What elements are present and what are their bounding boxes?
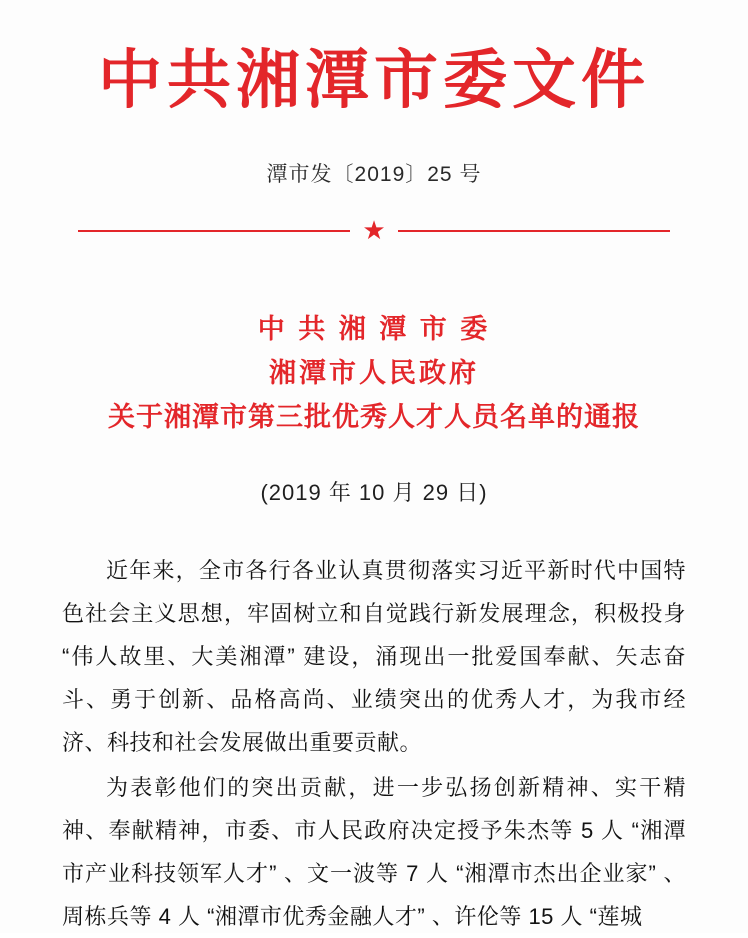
masthead — [0, 0, 748, 116]
document-title-block — [0, 308, 748, 439]
body-paragraph-2: 为表彰他们的突出贡献，进一步弘扬创新精神、实干精神、奉献精神，市委、市人民政府决定授予朱杰等 5 人 “湘潭市产业科技领军人才” 、文一波等 7 人 “湘潭市杰出企业家” 、周栋兵等 4 人 “湘潭市优秀金融人才” 、许伦等 15 人 “莲城 — [62, 774, 686, 929]
star-icon: ★ — [362, 216, 386, 246]
document-body — [62, 549, 686, 938]
body-paragraph-1: 近年来，全市各行各业认真贯彻落实习近平新时代中国特色社会主义思想，牢固树立和自觉践行新发展理念，积极投身 “伟人故里、大美湘潭” 建设，涌现出一批爱国奉献、矢志奋斗、勇于创新、品格高尚、业绩突出的优秀人才，为我市经济、科技和社会发展做出重要贡献。 — [62, 557, 686, 755]
masthead-title: 中共湘潭市委文件 — [98, 45, 650, 116]
title-line-subject: 关于湘潭市第三批优秀人才人员名单的通报 — [108, 401, 640, 432]
document-date: (2019 年 10 月 29 日) — [260, 479, 488, 505]
document-number: 潭市发〔2019〕25 号 — [266, 163, 482, 187]
red-separator-rule — [0, 216, 748, 246]
rule-line-right — [398, 230, 670, 232]
rule-line-left — [78, 230, 350, 232]
title-line-issuer-government: 湘潭市人民政府 — [269, 358, 479, 389]
title-line-issuer-party: 中 共 湘 潭 市 委 — [257, 314, 491, 345]
